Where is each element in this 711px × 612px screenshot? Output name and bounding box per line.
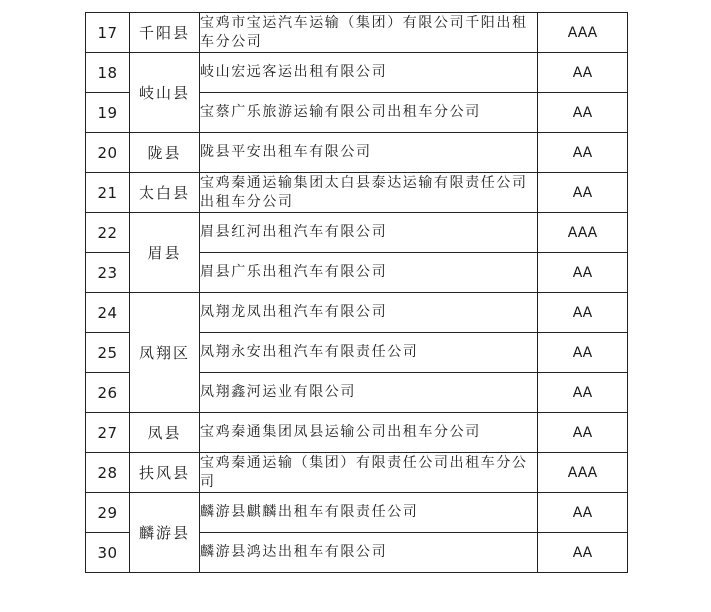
row-number: 27 — [86, 413, 130, 453]
row-number: 18 — [86, 53, 130, 93]
company-cell: 麟游县鸿达出租车有限公司 — [200, 533, 538, 573]
company-cell: 眉县广乐出租汽车有限公司 — [200, 253, 538, 293]
grade-cell: AA — [538, 533, 628, 573]
grade-cell: AA — [538, 93, 628, 133]
row-number: 25 — [86, 333, 130, 373]
row-number: 28 — [86, 453, 130, 493]
company-cell: 麟游县麒麟出租车有限责任公司 — [200, 493, 538, 533]
county-cell: 太白县 — [130, 173, 200, 213]
company-cell: 宝蔡广乐旅游运输有限公司出租车分公司 — [200, 93, 538, 133]
company-cell: 陇县平安出租车有限公司 — [200, 133, 538, 173]
row-number: 17 — [86, 13, 130, 53]
grade-cell: AA — [538, 293, 628, 333]
row-number: 20 — [86, 133, 130, 173]
county-cell: 眉县 — [130, 213, 200, 293]
grade-cell: AA — [538, 413, 628, 453]
table-row — [86, 13, 628, 53]
grade-cell: AAA — [538, 453, 628, 493]
company-cell: 凤翔永安出租汽车有限责任公司 — [200, 333, 538, 373]
grade-cell: AA — [538, 333, 628, 373]
row-number: 19 — [86, 93, 130, 133]
table-row — [86, 453, 628, 493]
county-cell: 凤县 — [130, 413, 200, 453]
grade-cell: AA — [538, 173, 628, 213]
county-cell: 麟游县 — [130, 493, 200, 573]
grade-cell: AA — [538, 493, 628, 533]
county-cell: 扶风县 — [130, 453, 200, 493]
company-cell: 宝鸡市宝运汽车运输（集团）有限公司千阳出租车分公司 — [200, 13, 538, 53]
county-cell: 凤翔区 — [130, 293, 200, 413]
company-cell: 凤翔龙凤出租汽车有限公司 — [200, 293, 538, 333]
table-row — [86, 213, 628, 253]
company-cell: 眉县红河出租汽车有限公司 — [200, 213, 538, 253]
county-cell: 岐山县 — [130, 53, 200, 133]
company-cell: 宝鸡秦通运输（集团）有限责任公司出租车分公司 — [200, 453, 538, 493]
table-row — [86, 133, 628, 173]
row-number: 29 — [86, 493, 130, 533]
row-number: 22 — [86, 213, 130, 253]
table-row — [86, 413, 628, 453]
row-number: 21 — [86, 173, 130, 213]
county-cell: 千阳县 — [130, 13, 200, 53]
table-row — [86, 173, 628, 213]
table-row — [86, 53, 628, 93]
taxi-company-rating-table — [85, 12, 628, 573]
grade-cell: AA — [538, 373, 628, 413]
company-cell: 岐山宏远客运出租有限公司 — [200, 53, 538, 93]
table-row — [86, 293, 628, 333]
table-row — [86, 493, 628, 533]
grade-cell: AA — [538, 53, 628, 93]
county-cell: 陇县 — [130, 133, 200, 173]
grade-cell: AA — [538, 253, 628, 293]
grade-cell: AAA — [538, 13, 628, 53]
row-number: 26 — [86, 373, 130, 413]
company-cell: 宝鸡秦通集团凤县运输公司出租车分公司 — [200, 413, 538, 453]
grade-cell: AAA — [538, 213, 628, 253]
row-number: 23 — [86, 253, 130, 293]
company-cell: 宝鸡秦通运输集团太白县泰达运输有限责任公司出租车分公司 — [200, 173, 538, 213]
company-cell: 凤翔鑫河运业有限公司 — [200, 373, 538, 413]
row-number: 24 — [86, 293, 130, 333]
grade-cell: AA — [538, 133, 628, 173]
row-number: 30 — [86, 533, 130, 573]
